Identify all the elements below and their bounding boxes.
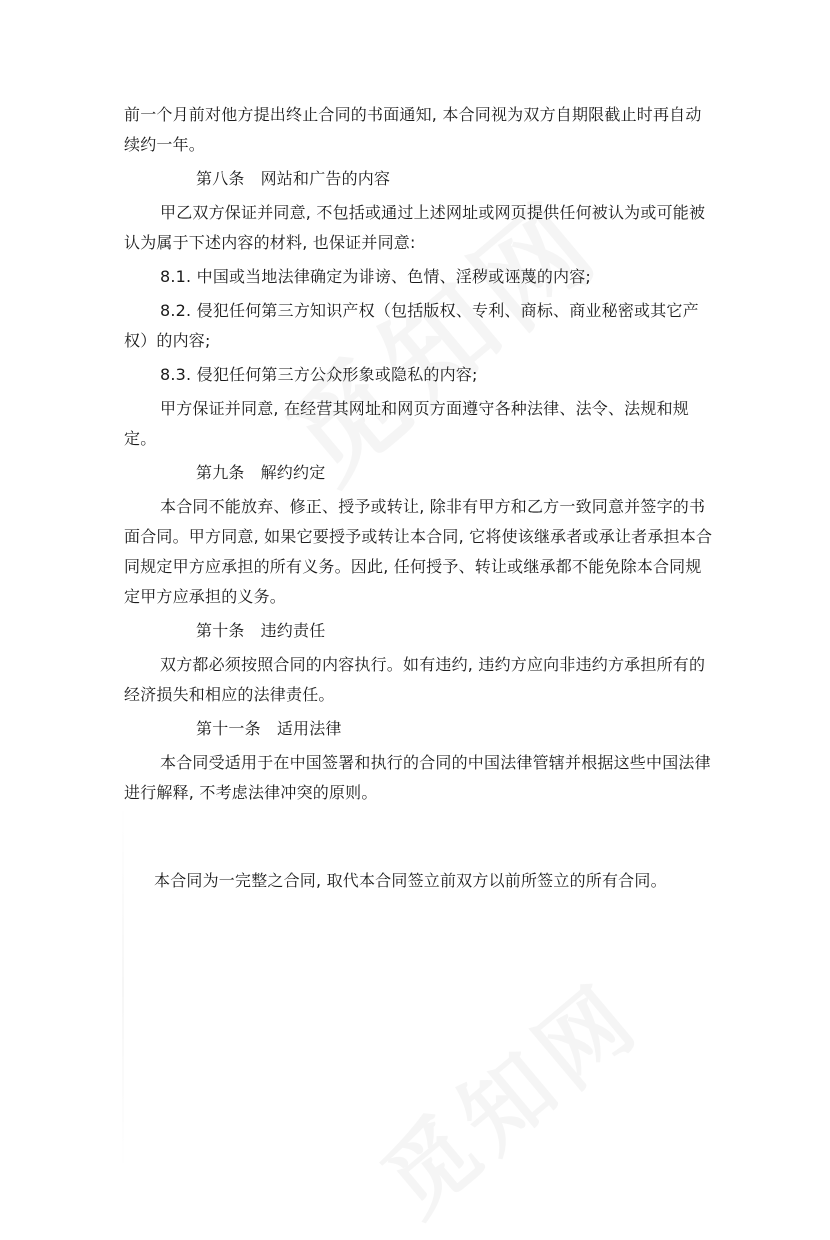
article-9-heading <box>124 458 714 488</box>
article-title: 适用法律 <box>276 719 342 738</box>
watermark <box>350 947 663 1239</box>
article-11-heading <box>124 714 714 744</box>
contract-body <box>124 100 714 812</box>
paragraph: 本合同受适用于在中国签署和执行的合同的中国法律管辖并根据这些中国法律进行解释, 不考虑法律冲突的原则。 <box>124 753 711 802</box>
paragraph: 甲乙双方保证并同意, 不包括或通过上述网址或网页提供任何被认为或可能被认为属于下述内容的材料, 也保证并同意: <box>124 203 706 252</box>
clause-8-3: 8.3. 侵犯任何第三方公众形象或隐私的内容; <box>160 365 478 384</box>
article-8-heading <box>124 164 714 194</box>
paragraph: 本合同不能放弃、修正、授予或转让, 除非有甲方和乙方一致同意并签字的书面合同。甲方同意, 如果它要授予或转让本合同, 它将使该继承者或承让者承担本合同规定甲方应承担的所有义务。因此, 任何授予、转让或继承都不能免除本合同规定甲方应承担的义务。 <box>124 497 713 606</box>
article-10-heading <box>124 616 714 646</box>
article-title: 违约责任 <box>260 621 326 640</box>
clause-8-2: 8.2. 侵犯任何第三方知识产权（包括版权、专利、商标、商业秘密或其它产权）的内容; <box>124 301 699 350</box>
article-number: 第八条 <box>196 169 245 188</box>
page-edge-shadow <box>122 800 124 1174</box>
paragraph: 甲方保证并同意, 在经营其网址和网页方面遵守各种法律、法令、法规和规定。 <box>124 399 689 448</box>
article-title: 网站和广告的内容 <box>260 169 391 188</box>
article-number: 第九条 <box>196 463 245 482</box>
closing-statement: 本合同为一完整之合同, 取代本合同签立前双方以前所签立的所有合同。 <box>154 871 667 890</box>
article-number: 第十条 <box>196 621 245 640</box>
clause-8-1: 8.1. 中国或当地法律确定为诽谤、色情、淫秽或诬蔑的内容; <box>160 267 592 286</box>
paragraph-continued: 前一个月前对他方提出终止合同的书面通知, 本合同视为双方自期限截止时再自动续约一年。 <box>124 105 702 154</box>
article-number: 第十一条 <box>196 719 261 738</box>
paragraph: 双方都必须按照合同的内容执行。如有违约, 违约方应向非违约方承担所有的经济损失和相应的法律责任。 <box>124 655 706 704</box>
article-title: 解约约定 <box>260 463 326 482</box>
